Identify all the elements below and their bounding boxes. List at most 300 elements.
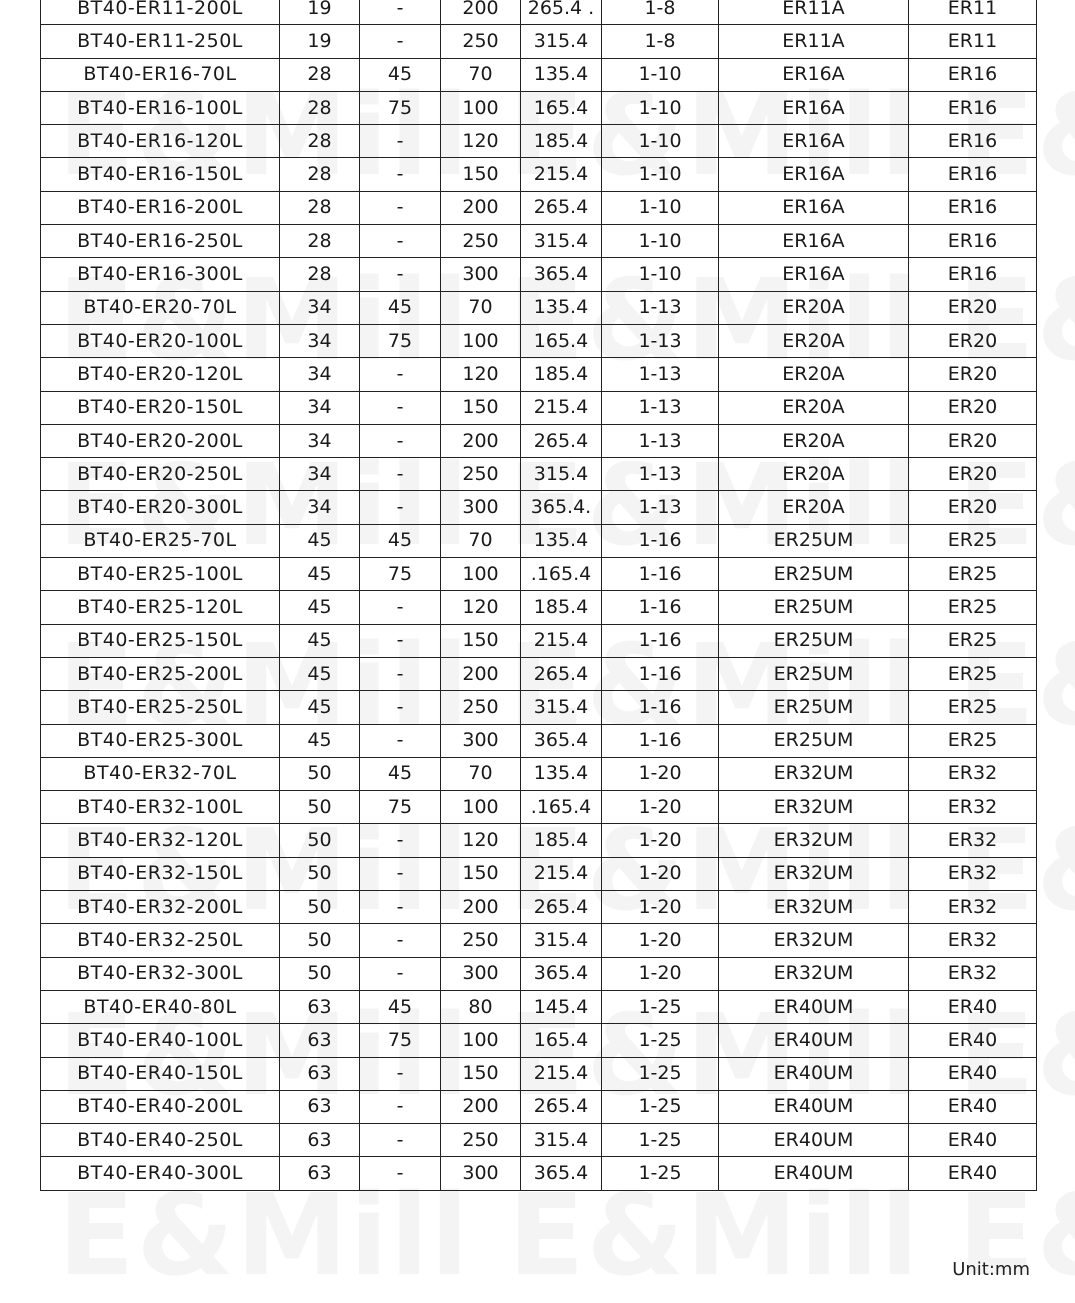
cell-nut: ER16: [909, 91, 1037, 124]
cell-clamping-range: 1-13: [602, 491, 719, 524]
cell-collet: ER32UM: [719, 891, 909, 924]
cell-clamping-range: 1-20: [602, 791, 719, 824]
cell-nut: ER16: [909, 158, 1037, 191]
cell-collet: ER20A: [719, 391, 909, 424]
cell-d: 45: [280, 624, 360, 657]
cell-model: BT40-ER20-100L: [41, 324, 280, 357]
cell-clamping-range: 1-16: [602, 657, 719, 690]
cell-collet: ER25UM: [719, 524, 909, 557]
cell-clamping-range: 1-13: [602, 391, 719, 424]
cell-model: BT40-ER25-120L: [41, 591, 280, 624]
cell-nut: ER32: [909, 957, 1037, 990]
cell-model: BT40-ER11-200L: [41, 0, 280, 25]
cell-clamping-range: 1-10: [602, 225, 719, 258]
cell-model: BT40-ER40-250L: [41, 1124, 280, 1157]
cell-l: 200: [441, 657, 521, 690]
cell-nut: ER20: [909, 491, 1037, 524]
unit-note: Unit:mm: [952, 1259, 1030, 1280]
cell-d: 45: [280, 691, 360, 724]
cell-nut: ER32: [909, 791, 1037, 824]
cell-clamping-range: 1-25: [602, 990, 719, 1023]
table-row: [41, 158, 1037, 191]
cell-l1: -: [360, 1057, 441, 1090]
cell-total-length: 185.4: [521, 824, 602, 857]
cell-collet: ER16A: [719, 91, 909, 124]
cell-d: 50: [280, 891, 360, 924]
cell-l1: -: [360, 191, 441, 224]
cell-d: 63: [280, 990, 360, 1023]
cell-clamping-range: 1-16: [602, 691, 719, 724]
table-row: [41, 91, 1037, 124]
cell-d: 50: [280, 824, 360, 857]
cell-model: BT40-ER16-100L: [41, 91, 280, 124]
cell-total-length: 215.4: [521, 1057, 602, 1090]
cell-l: 100: [441, 558, 521, 591]
cell-collet: ER16A: [719, 125, 909, 158]
cell-total-length: 165.4: [521, 324, 602, 357]
cell-total-length: 165.4: [521, 91, 602, 124]
cell-l1: -: [360, 691, 441, 724]
cell-total-length: 265.4: [521, 191, 602, 224]
cell-clamping-range: 1-10: [602, 258, 719, 291]
cell-nut: ER20: [909, 358, 1037, 391]
cell-model: BT40-ER25-70L: [41, 524, 280, 557]
cell-collet: ER20A: [719, 458, 909, 491]
cell-l: 100: [441, 324, 521, 357]
cell-l1: -: [360, 225, 441, 258]
cell-collet: ER16A: [719, 158, 909, 191]
table-row: [41, 125, 1037, 158]
cell-l: 300: [441, 258, 521, 291]
cell-nut: ER25: [909, 657, 1037, 690]
table-row: [41, 258, 1037, 291]
cell-d: 28: [280, 191, 360, 224]
cell-nut: ER20: [909, 391, 1037, 424]
cell-l: 150: [441, 624, 521, 657]
cell-total-length: 315.4: [521, 924, 602, 957]
cell-total-length: 145.4: [521, 990, 602, 1023]
cell-l1: 75: [360, 91, 441, 124]
cell-total-length: 315.4: [521, 1124, 602, 1157]
cell-l1: -: [360, 125, 441, 158]
cell-model: BT40-ER16-70L: [41, 58, 280, 91]
cell-l: 120: [441, 591, 521, 624]
cell-nut: ER16: [909, 258, 1037, 291]
cell-l1: 75: [360, 324, 441, 357]
cell-model: BT40-ER20-300L: [41, 491, 280, 524]
cell-d: 50: [280, 757, 360, 790]
spec-table-body: [41, 0, 1037, 1190]
cell-nut: ER20: [909, 424, 1037, 457]
table-row: [41, 1057, 1037, 1090]
cell-model: BT40-ER11-250L: [41, 25, 280, 58]
cell-clamping-range: 1-8: [602, 0, 719, 25]
cell-collet: ER11A: [719, 25, 909, 58]
table-row: [41, 891, 1037, 924]
cell-clamping-range: 1-8: [602, 25, 719, 58]
cell-nut: ER40: [909, 1124, 1037, 1157]
table-row: [41, 358, 1037, 391]
cell-l1: -: [360, 1124, 441, 1157]
cell-l1: 45: [360, 990, 441, 1023]
cell-model: BT40-ER32-200L: [41, 891, 280, 924]
cell-l: 300: [441, 724, 521, 757]
cell-d: 34: [280, 291, 360, 324]
cell-nut: ER25: [909, 691, 1037, 724]
table-row: [41, 1157, 1037, 1190]
cell-total-length: 215.4: [521, 391, 602, 424]
cell-total-length: 135.4: [521, 291, 602, 324]
cell-l1: -: [360, 258, 441, 291]
cell-d: 63: [280, 1157, 360, 1190]
cell-collet: ER40UM: [719, 1124, 909, 1157]
cell-l1: -: [360, 624, 441, 657]
cell-collet: ER25UM: [719, 591, 909, 624]
cell-total-length: 315.4: [521, 25, 602, 58]
cell-d: 34: [280, 391, 360, 424]
cell-nut: ER40: [909, 1090, 1037, 1123]
cell-l: 200: [441, 0, 521, 25]
cell-collet: ER40UM: [719, 1057, 909, 1090]
cell-l: 300: [441, 1157, 521, 1190]
table-row: [41, 624, 1037, 657]
cell-clamping-range: 1-10: [602, 125, 719, 158]
cell-l1: -: [360, 957, 441, 990]
cell-d: 45: [280, 591, 360, 624]
cell-d: 45: [280, 524, 360, 557]
cell-total-length: 365.4.: [521, 491, 602, 524]
cell-d: 34: [280, 324, 360, 357]
cell-l: 150: [441, 1057, 521, 1090]
cell-l1: -: [360, 824, 441, 857]
cell-collet: ER40UM: [719, 1157, 909, 1190]
cell-collet: ER32UM: [719, 757, 909, 790]
table-row: [41, 324, 1037, 357]
cell-total-length: 265.4: [521, 657, 602, 690]
cell-model: BT40-ER16-150L: [41, 158, 280, 191]
cell-nut: ER16: [909, 225, 1037, 258]
cell-model: BT40-ER32-120L: [41, 824, 280, 857]
cell-l: 300: [441, 957, 521, 990]
cell-l: 150: [441, 857, 521, 890]
cell-clamping-range: 1-13: [602, 324, 719, 357]
cell-l: 250: [441, 25, 521, 58]
cell-d: 28: [280, 258, 360, 291]
cell-d: 63: [280, 1090, 360, 1123]
cell-l1: -: [360, 891, 441, 924]
cell-clamping-range: 1-13: [602, 458, 719, 491]
cell-collet: ER25UM: [719, 691, 909, 724]
cell-model: BT40-ER32-100L: [41, 791, 280, 824]
cell-nut: ER16: [909, 191, 1037, 224]
table-row: [41, 691, 1037, 724]
cell-l: 250: [441, 458, 521, 491]
cell-total-length: 215.4: [521, 857, 602, 890]
cell-collet: ER25UM: [719, 657, 909, 690]
cell-model: BT40-ER16-250L: [41, 225, 280, 258]
cell-l1: -: [360, 491, 441, 524]
cell-total-length: 185.4: [521, 591, 602, 624]
table-row: [41, 1090, 1037, 1123]
cell-total-length: 365.4: [521, 724, 602, 757]
cell-model: BT40-ER25-100L: [41, 558, 280, 591]
cell-collet: ER32UM: [719, 857, 909, 890]
cell-l: 250: [441, 691, 521, 724]
cell-l1: 45: [360, 524, 441, 557]
cell-total-length: 265.4: [521, 1090, 602, 1123]
cell-clamping-range: 1-16: [602, 624, 719, 657]
cell-total-length: 365.4: [521, 258, 602, 291]
cell-model: BT40-ER16-300L: [41, 258, 280, 291]
cell-collet: ER20A: [719, 424, 909, 457]
cell-l: 150: [441, 158, 521, 191]
cell-clamping-range: 1-20: [602, 857, 719, 890]
cell-l: 120: [441, 125, 521, 158]
cell-collet: ER32UM: [719, 924, 909, 957]
cell-model: BT40-ER20-70L: [41, 291, 280, 324]
cell-nut: ER40: [909, 1024, 1037, 1057]
cell-nut: ER32: [909, 891, 1037, 924]
cell-d: 19: [280, 25, 360, 58]
cell-collet: ER16A: [719, 258, 909, 291]
cell-collet: ER20A: [719, 358, 909, 391]
cell-total-length: 185.4: [521, 125, 602, 158]
cell-collet: ER11A: [719, 0, 909, 25]
table-row: [41, 524, 1037, 557]
cell-d: 28: [280, 125, 360, 158]
cell-d: 63: [280, 1024, 360, 1057]
cell-clamping-range: 1-13: [602, 291, 719, 324]
cell-clamping-range: 1-25: [602, 1090, 719, 1123]
cell-collet: ER16A: [719, 225, 909, 258]
cell-model: BT40-ER32-70L: [41, 757, 280, 790]
cell-total-length: 135.4: [521, 58, 602, 91]
cell-clamping-range: 1-25: [602, 1157, 719, 1190]
cell-clamping-range: 1-10: [602, 191, 719, 224]
cell-total-length: 315.4: [521, 691, 602, 724]
cell-total-length: 365.4: [521, 1157, 602, 1190]
cell-nut: ER11: [909, 0, 1037, 25]
cell-l: 200: [441, 424, 521, 457]
table-row: [41, 1024, 1037, 1057]
cell-l: 250: [441, 225, 521, 258]
cell-l1: 45: [360, 757, 441, 790]
cell-d: 50: [280, 924, 360, 957]
cell-total-length: 185.4: [521, 358, 602, 391]
cell-l1: 75: [360, 1024, 441, 1057]
cell-collet: ER20A: [719, 324, 909, 357]
cell-total-length: .165.4: [521, 791, 602, 824]
cell-total-length: 365.4: [521, 957, 602, 990]
cell-collet: ER32UM: [719, 791, 909, 824]
cell-l: 70: [441, 524, 521, 557]
cell-model: BT40-ER25-250L: [41, 691, 280, 724]
cell-nut: ER20: [909, 324, 1037, 357]
table-row: [41, 225, 1037, 258]
cell-collet: ER20A: [719, 291, 909, 324]
table-row: [41, 757, 1037, 790]
cell-l1: 75: [360, 558, 441, 591]
cell-l1: -: [360, 25, 441, 58]
cell-collet: ER32UM: [719, 957, 909, 990]
cell-d: 34: [280, 358, 360, 391]
watermark-logo: [58, 1180, 471, 1292]
cell-nut: ER25: [909, 724, 1037, 757]
cell-total-length: 315.4: [521, 225, 602, 258]
cell-collet: ER16A: [719, 191, 909, 224]
cell-d: 34: [280, 424, 360, 457]
cell-clamping-range: 1-13: [602, 358, 719, 391]
cell-model: BT40-ER25-200L: [41, 657, 280, 690]
table-row: [41, 458, 1037, 491]
cell-clamping-range: 1-25: [602, 1024, 719, 1057]
cell-clamping-range: 1-10: [602, 58, 719, 91]
cell-d: 50: [280, 857, 360, 890]
cell-d: 45: [280, 558, 360, 591]
cell-model: BT40-ER32-250L: [41, 924, 280, 957]
table-row: [41, 424, 1037, 457]
table-row: [41, 857, 1037, 890]
table-row: [41, 1124, 1037, 1157]
cell-collet: ER40UM: [719, 990, 909, 1023]
table-row: [41, 957, 1037, 990]
cell-d: 19: [280, 0, 360, 25]
table-row: [41, 391, 1037, 424]
cell-model: BT40-ER40-80L: [41, 990, 280, 1023]
cell-model: BT40-ER40-200L: [41, 1090, 280, 1123]
table-row: [41, 58, 1037, 91]
cell-l: 250: [441, 1124, 521, 1157]
cell-clamping-range: 1-10: [602, 158, 719, 191]
cell-model: BT40-ER16-120L: [41, 125, 280, 158]
table-row: [41, 558, 1037, 591]
cell-nut: ER32: [909, 857, 1037, 890]
cell-collet: ER32UM: [719, 824, 909, 857]
cell-clamping-range: 1-20: [602, 757, 719, 790]
cell-nut: ER40: [909, 990, 1037, 1023]
cell-l1: 45: [360, 58, 441, 91]
table-row: [41, 724, 1037, 757]
cell-l1: -: [360, 857, 441, 890]
cell-l: 70: [441, 58, 521, 91]
cell-nut: ER16: [909, 58, 1037, 91]
cell-clamping-range: 1-16: [602, 591, 719, 624]
table-row: [41, 25, 1037, 58]
cell-d: 34: [280, 491, 360, 524]
cell-d: 50: [280, 957, 360, 990]
cell-clamping-range: 1-16: [602, 724, 719, 757]
cell-nut: ER20: [909, 458, 1037, 491]
cell-l1: -: [360, 391, 441, 424]
table-row: [41, 990, 1037, 1023]
cell-clamping-range: 1-20: [602, 924, 719, 957]
cell-l: 70: [441, 291, 521, 324]
cell-model: BT40-ER40-300L: [41, 1157, 280, 1190]
cell-clamping-range: 1-13: [602, 424, 719, 457]
cell-nut: ER40: [909, 1157, 1037, 1190]
cell-d: 50: [280, 791, 360, 824]
cell-total-length: 315.4: [521, 458, 602, 491]
cell-d: 45: [280, 657, 360, 690]
cell-l: 100: [441, 1024, 521, 1057]
cell-nut: ER25: [909, 624, 1037, 657]
cell-model: BT40-ER16-200L: [41, 191, 280, 224]
cell-total-length: 215.4: [521, 624, 602, 657]
cell-d: 28: [280, 158, 360, 191]
cell-nut: ER25: [909, 591, 1037, 624]
cell-model: BT40-ER40-100L: [41, 1024, 280, 1057]
cell-d: 28: [280, 225, 360, 258]
cell-total-length: 135.4: [521, 524, 602, 557]
cell-collet: ER16A: [719, 58, 909, 91]
cell-l1: -: [360, 657, 441, 690]
cell-l: 200: [441, 1090, 521, 1123]
cell-collet: ER20A: [719, 491, 909, 524]
cell-model: BT40-ER40-150L: [41, 1057, 280, 1090]
table-row: [41, 291, 1037, 324]
cell-l1: 75: [360, 791, 441, 824]
cell-model: BT40-ER25-150L: [41, 624, 280, 657]
cell-l1: -: [360, 358, 441, 391]
cell-collet: ER25UM: [719, 558, 909, 591]
cell-nut: ER25: [909, 558, 1037, 591]
cell-nut: ER11: [909, 25, 1037, 58]
cell-clamping-range: 1-16: [602, 524, 719, 557]
table-row: [41, 657, 1037, 690]
cell-nut: ER32: [909, 824, 1037, 857]
spec-table: [40, 0, 1037, 1191]
cell-l1: -: [360, 1090, 441, 1123]
cell-collet: ER25UM: [719, 724, 909, 757]
cell-l1: -: [360, 724, 441, 757]
cell-l1: -: [360, 924, 441, 957]
cell-l: 100: [441, 791, 521, 824]
cell-total-length: 215.4: [521, 158, 602, 191]
cell-l1: -: [360, 158, 441, 191]
cell-l1: -: [360, 591, 441, 624]
cell-d: 63: [280, 1057, 360, 1090]
cell-l: 200: [441, 891, 521, 924]
cell-d: 34: [280, 458, 360, 491]
cell-l1: -: [360, 424, 441, 457]
cell-total-length: 165.4: [521, 1024, 602, 1057]
cell-l1: 45: [360, 291, 441, 324]
cell-l: 120: [441, 358, 521, 391]
cell-clamping-range: 1-25: [602, 1124, 719, 1157]
watermark-logo: [508, 1180, 921, 1292]
cell-clamping-range: 1-16: [602, 558, 719, 591]
cell-l: 100: [441, 91, 521, 124]
cell-total-length: 135.4: [521, 757, 602, 790]
cell-d: 28: [280, 91, 360, 124]
cell-total-length: 265.4 .: [521, 0, 602, 25]
cell-clamping-range: 1-10: [602, 91, 719, 124]
cell-collet: ER40UM: [719, 1090, 909, 1123]
cell-nut: ER32: [909, 757, 1037, 790]
cell-clamping-range: 1-25: [602, 1057, 719, 1090]
cell-model: BT40-ER32-150L: [41, 857, 280, 890]
cell-l: 80: [441, 990, 521, 1023]
cell-model: BT40-ER20-200L: [41, 424, 280, 457]
cell-nut: ER16: [909, 125, 1037, 158]
cell-total-length: 265.4: [521, 424, 602, 457]
cell-collet: ER25UM: [719, 624, 909, 657]
cell-nut: ER20: [909, 291, 1037, 324]
cell-clamping-range: 1-20: [602, 891, 719, 924]
cell-d: 45: [280, 724, 360, 757]
table-row: [41, 791, 1037, 824]
cell-model: BT40-ER25-300L: [41, 724, 280, 757]
